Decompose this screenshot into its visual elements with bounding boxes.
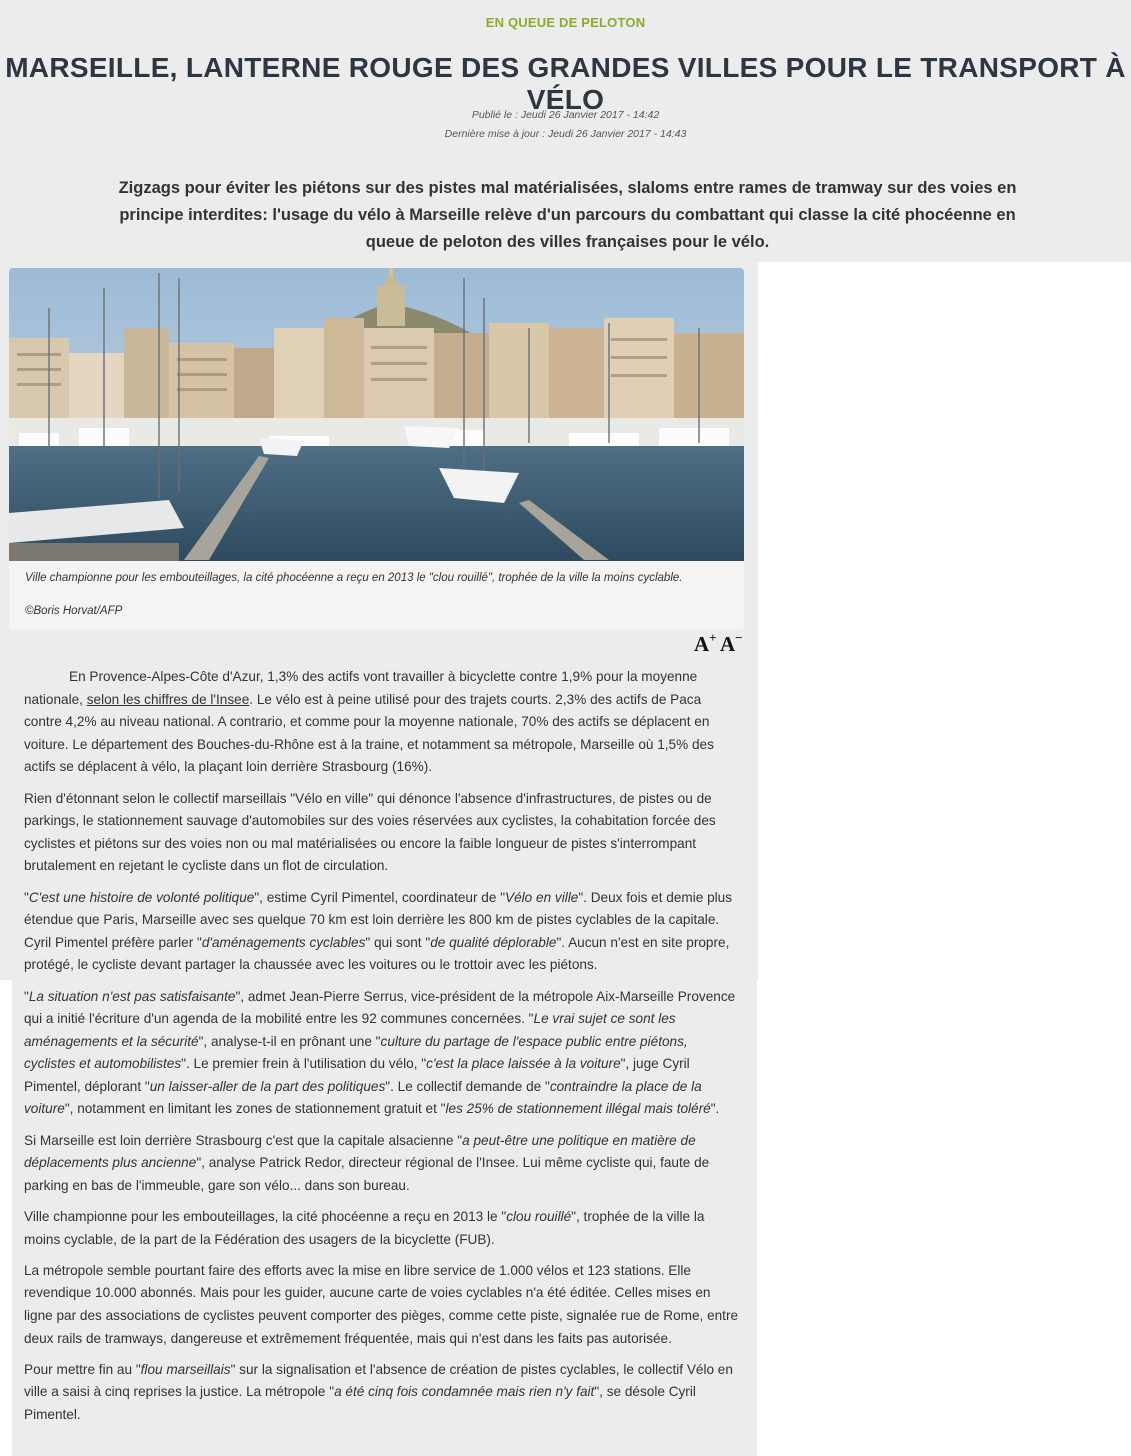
paragraph-6 xyxy=(24,1206,739,1251)
text-span: ", estime Cyril Pimentel, coordinateur de " xyxy=(254,889,506,905)
article-header xyxy=(0,0,1131,262)
article-lead: Zigzags pour éviter les piétons sur des pistes mal matérialisées, slaloms entre rames de tramway sur des voies en principe interdites: l'usage du vélo à Marseille relève d'un parcours du combattant qui classe la cité phocéenne en queue de peloton des villes françaises pour le vélo. xyxy=(118,179,1017,251)
paragraph-1 xyxy=(24,666,739,779)
text-span: ". xyxy=(710,1101,720,1117)
text-span: En Provence-Alpes-Côte d'Azur, 1,3% des actifs vont travailler à bicyclette contre 1,9% pour la moyenne nationale, xyxy=(24,669,698,707)
quote: les 25% de stationnement illégal mais toléré xyxy=(445,1101,711,1117)
quote: C'est une histoire de volonté politique xyxy=(28,889,255,905)
paragraph-7: La métropole semble pourtant faire des efforts avec la mise en libre service de 1.000 vélos et 123 stations. Elle revendique 10.000 abonnés. Mais pour les guider, aucune carte de voies cyclables n'a été éditée. Celles mises en ligne par des associations de cyclistes peuvent comporter des pièges, comme cette piste, signalée rue de Rome, entre deux rails de tramways, dangereuse et extrêmement fréquentée, mais qui n'est dans les faits pas autorisée. xyxy=(24,1262,739,1346)
text-span: " xyxy=(24,889,29,905)
text-span: ", notamment en limitant les zones de stationnement gratuit et " xyxy=(64,1101,446,1117)
quote: un laisser-aller de la part des politiques xyxy=(149,1078,386,1094)
text-span: Si Marseille est loin derrière Strasbourg c'est que la capitale alsacienne " xyxy=(24,1132,463,1148)
harbor-photo xyxy=(9,268,744,561)
quote: flou marseillais xyxy=(140,1361,231,1377)
paragraph-5 xyxy=(24,1130,739,1198)
font-increase-sign: + xyxy=(709,630,717,645)
section-kicker[interactable]: EN QUEUE DE PELOTON xyxy=(485,15,646,30)
paragraph-3 xyxy=(24,887,739,977)
paragraph-2: Rien d'étonnant selon le collectif marseillais "Vélo en ville" qui dénonce l'absence d'infrastructures, de pistes ou de parkings, le stationnement sauvage d'automobiles sur des voies réservées aux cyclistes, la cohabitation forcée des cyclistes et piétons sur des voies non ou mal matérialisées ou encore la faible longueur de pistes s'interrompant brutalement en rejetant le cycliste dans un flot de circulation. xyxy=(24,790,716,874)
article-body xyxy=(24,666,739,1435)
font-increase-letter: A xyxy=(694,632,710,656)
quote: de qualité déplorable xyxy=(430,934,557,950)
quote: Vélo en ville xyxy=(505,889,579,905)
quote: contraindre la place de la voiture xyxy=(24,1078,702,1117)
text-span: ", trophée de la ville la moins cyclable, de la part de la Fédération des usagers de la bicyclette (FUB). xyxy=(24,1209,705,1247)
text-span: ". Deux fois et demie plus étendue que Paris, Marseille avec ses quelque 70 km est loin derrière les 800 km de pistes cyclables de la capitale. Cyril Pimentel préfère parler " xyxy=(24,889,733,950)
text-span: " sur la signalisation et l'absence de création de pistes cyclables, le collectif Vélo en ville a saisi à cinq reprises la justice. La métropole " xyxy=(24,1361,733,1400)
text-span: . Le vélo est à peine utilisé pour des trajets courts. 2,3% des actifs de Paca contre 4,2% au niveau national. A contrario, et comme pour la moyenne nationale, 70% des actifs se déplacent en voiture. Le département des Bouches-du-Rhône est à la traine, et notamment sa métropole, Marseille où 1,5% des actifs se déplacent à vélo, la plaçant loin derrière Strasbourg (16%). xyxy=(24,691,714,775)
paragraph-4 xyxy=(24,986,739,1122)
figure-caption: Ville championne pour les embouteillages, la cité phocéenne a reçu en 2013 le "clou rouillé", trophée de la ville la moins cyclable. xyxy=(25,572,683,584)
text-span: ", se désole Cyril Pimentel. xyxy=(24,1384,696,1422)
quote: La situation n'est pas satisfaisante xyxy=(28,988,236,1004)
article-figure xyxy=(9,268,744,630)
text-span: ", juge Cyril Pimentel, déplorant " xyxy=(24,1056,690,1094)
text-span: ", analyse Patrick Redor, directeur régional de l'Insee. Lui même cycliste qui, faute de parking en bas de l'immeuble, gare son vélo... dans son bureau. xyxy=(24,1155,710,1193)
quote: culture du partage de l'espace public entre piétons, cyclistes et automobilistes xyxy=(24,1033,688,1072)
text-span: " qui sont " xyxy=(365,934,431,950)
quote: a été cinq fois condamnée mais rien n'y fait xyxy=(334,1384,595,1400)
text-span: ". Le premier frein à l'utilisation du vélo, " xyxy=(181,1056,427,1072)
article-title: MARSEILLE, LANTERNE ROUGE DES GRANDES VILLES POUR LE TRANSPORT À VÉLO xyxy=(5,52,1126,115)
text-span: ", analyse-t-il en prônant une " xyxy=(198,1033,381,1049)
text-span: ", admet Jean-Pierre Serrus, vice-président de la métropole Aix-Marseille Provence qui a initié l'écriture d'un agenda de la mobilité entre les 92 communes concernées. " xyxy=(24,988,736,1027)
text-span: Pour mettre fin au " xyxy=(24,1361,141,1377)
font-size-increase-icon[interactable] xyxy=(694,632,717,659)
text-span: " xyxy=(24,988,29,1004)
updated-date: Dernière mise à jour : Jeudi 26 Janvier 2017 - 14:43 xyxy=(444,128,687,140)
font-size-decrease-icon[interactable] xyxy=(720,632,743,659)
text-span: ". Le collectif demande de " xyxy=(385,1078,550,1094)
text-span: Ville championne pour les embouteillages, la cité phocéenne a reçu en 2013 le " xyxy=(24,1209,507,1225)
photo-credit: ©Boris Horvat/AFP xyxy=(25,605,123,617)
published-date: Publié le : Jeudi 26 Janvier 2017 - 14:42 xyxy=(471,109,660,121)
paragraph-8 xyxy=(24,1359,739,1427)
text-span: ". Aucun n'est en site propre, protégé, le cycliste devant partager la chaussée avec les voitures ou le trottoir avec les piétons. xyxy=(24,934,730,973)
quote: d'aménagements cyclables xyxy=(201,934,366,950)
font-decrease-sign: − xyxy=(735,630,743,645)
quote: Le vrai sujet ce sont les aménagements et la sécurité xyxy=(24,1011,676,1049)
insee-link[interactable]: selon les chiffres de l'Insee xyxy=(86,691,250,707)
quote: a peut-être une politique en matière de déplacements plus ancienne xyxy=(24,1132,696,1171)
quote: c'est la place laissée à la voiture xyxy=(426,1056,621,1072)
quote: clou rouillé xyxy=(506,1209,572,1225)
font-decrease-letter: A xyxy=(720,632,736,656)
font-size-controls xyxy=(692,632,744,656)
